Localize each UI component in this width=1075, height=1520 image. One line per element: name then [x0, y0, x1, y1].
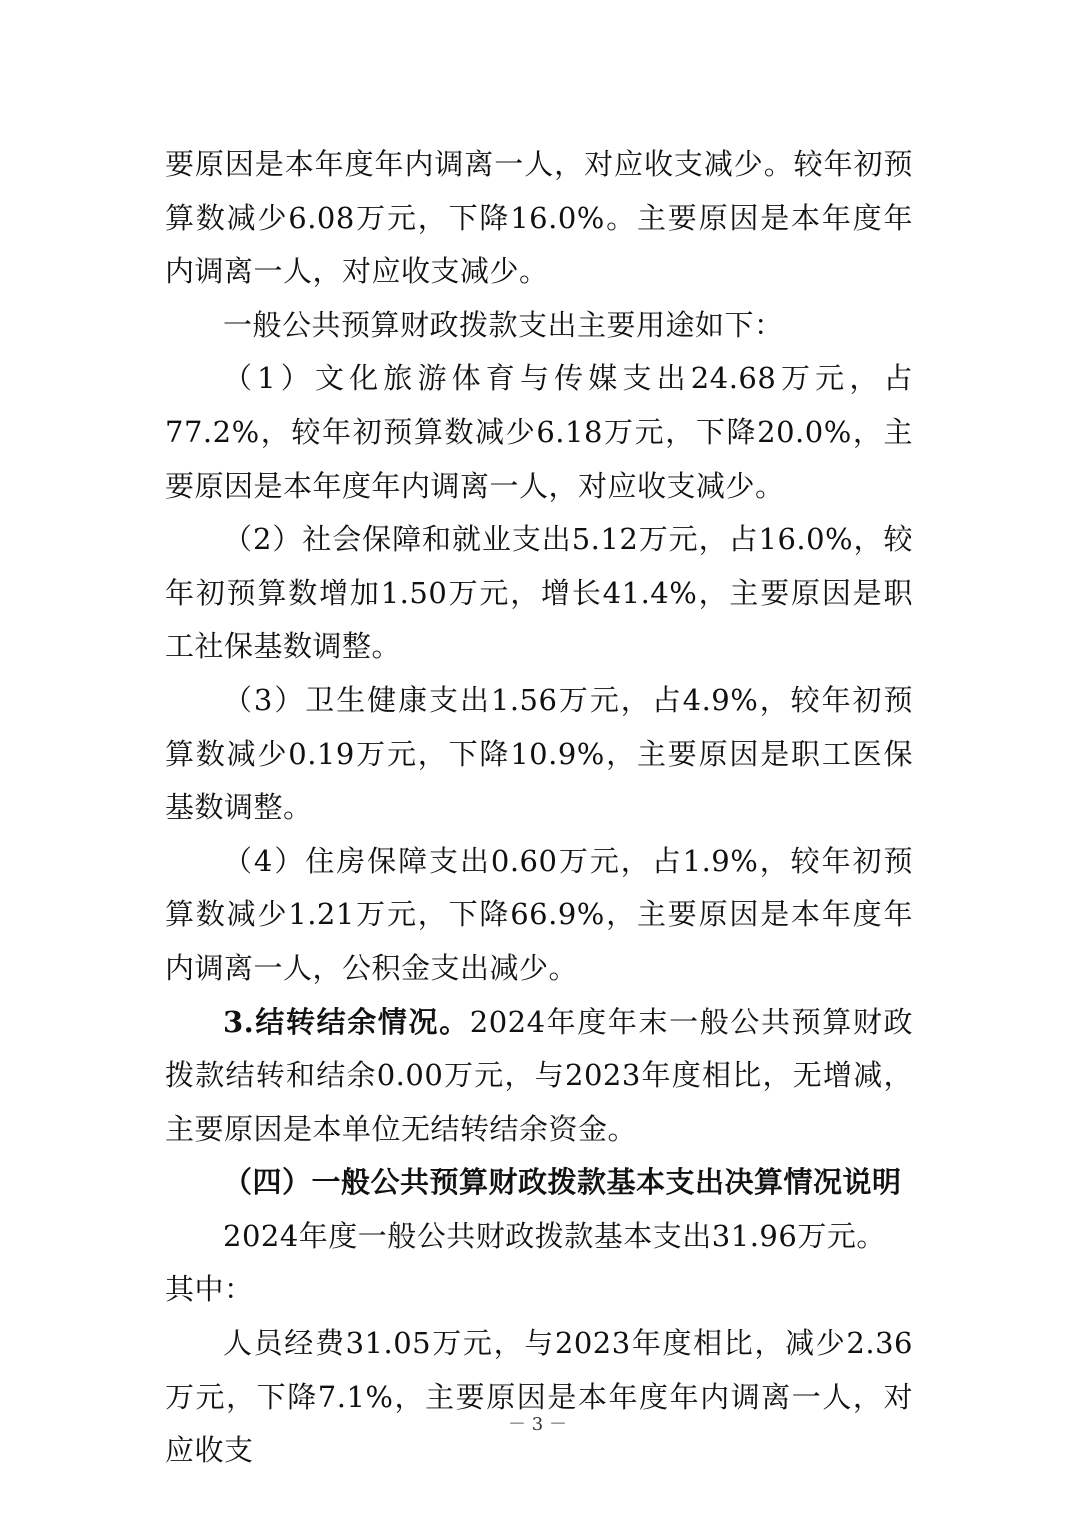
paragraph-basic-expense: 2024年度一般公共财政拨款基本支出31.96万元。 — [223, 1218, 886, 1253]
paragraph-item-2: （2）社会保障和就业支出5.12万元，占16.0%，较年初预算数增加1.50万元，增长41.4%，主要原因是职工社保基数调整。 — [165, 522, 913, 664]
paragraph-continued: 要原因是本年度年内调离一人，对应收支减少。较年初预算数减少6.08万元，下降16.0%。主要原因是本年度年内调离一人，对应收支减少。 — [165, 147, 913, 289]
paragraph-item-1: （1）文化旅游体育与传媒支出24.68万元，占77.2%，较年初预算数减少6.18万元，下降20.0%，主要原因是本年度年内调离一人，对应收支减少。 — [165, 361, 913, 503]
paragraph-carryover — [165, 996, 913, 1157]
page-number: － 3 － — [508, 1414, 567, 1435]
paragraph-personnel: 人员经费31.05万元，与2023年度相比，减少2.36万元，下降7.1%，主要原因是本年度年内调离一人，对应收支 — [165, 1326, 913, 1468]
paragraph-item-3: （3）卫生健康支出1.56万元，占4.9%，较年初预算数减少0.19万元，下降10.9%，主要原因是职工医保基数调整。 — [165, 682, 913, 825]
paragraph-item-4: （4）住房保障支出0.60万元，占1.9%，较年初预算数减少1.21万元，下降66.9%，主要原因是本年度年内调离一人，公积金支出减少。 — [165, 843, 913, 985]
carryover-text: 2024年度年末一般公共预算财政拨款结转和结余0.00万元，与2023年度相比，无增减，主要原因是本单位无结转结余资金。 — [165, 1004, 913, 1146]
paragraph-among: 其中： — [165, 1272, 254, 1307]
paragraph-usage-intro: 一般公共预算财政拨款支出主要用途如下： — [223, 307, 784, 342]
section-heading: （四）一般公共预算财政拨款基本支出决算情况说明 — [223, 1165, 902, 1200]
document-body — [165, 138, 913, 1478]
carryover-lead: 3.结转结余情况。 — [223, 1004, 470, 1039]
